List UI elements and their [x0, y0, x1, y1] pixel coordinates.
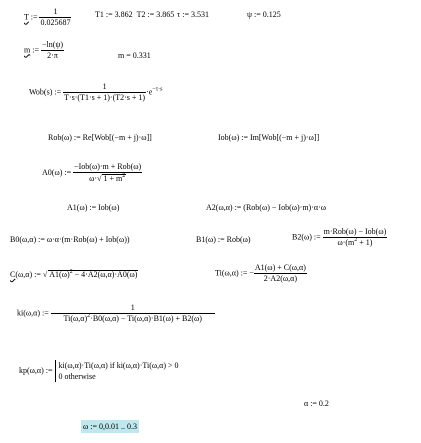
omega-range-highlight: ω := 0,0.01 .. 0.3: [83, 422, 137, 431]
frac-Wob: $\frac{1}{T\cdot s\cdot(T1\cdot s + 1)\cdot(T2\cdot s + 1)}$: [64, 82, 146, 102]
def-B2[interactable]: B2(ω) := $\frac{\text{m·Rob(ω) − Iob(ω)}}{\omega\cdot(m^2 + 1)}$: [292, 227, 387, 247]
def-T2[interactable]: T2 := 3.865: [136, 10, 175, 19]
def-A0[interactable]: A0(ω) := $\frac{\text{−Iob(ω)·m + Rob(ω)}}{\omega\cdot√ 1 + m^2}$: [42, 162, 142, 183]
frac-ki: $\frac{1}{Ti(\omega,\alpha)^2\cdot B0(\omega,\alpha) - Ti(\omega,\alpha)\cdot B1(\omega) + B2(\omega)}$: [51, 304, 215, 323]
frac-A0: $\frac{\text{−Iob(ω)·m + Rob(ω)}}{\omega\cdot√ 1 + m^2}$: [74, 162, 142, 183]
frac-m: $\frac{-\ln(\psi)}{2\cdot\pi}$: [41, 40, 64, 60]
def-Wob[interactable]: Wob(s) := $\frac{1}{T\cdot s\cdot(T1\cdot s + 1)\cdot(T2\cdot s + 1)}$ $\cdot e^{-\tau\cdot s}$: [29, 82, 163, 102]
def-kp[interactable]: kp(ω,α) := ki(ω,α)·Ti(ω,α) if ki(ω,α)·Ti(ω,α) > 0 0 otherwise: [19, 361, 179, 381]
result-m: m = 0.331: [118, 51, 151, 60]
def-A1[interactable]: A1(ω) := Iob(ω): [67, 203, 120, 212]
def-tau[interactable]: τ := 3.531: [177, 10, 209, 19]
var-C: C: [10, 270, 16, 279]
def-Rob[interactable]: Rob(ω) := Re[Wob[(−m + j)·ω]]: [48, 133, 152, 142]
frac-B2: $\frac{\text{m·Rob(ω) − Iob(ω)}}{\omega\cdot(m^2 + 1)}$: [323, 227, 387, 247]
var-T: T: [24, 12, 29, 22]
frac-T: $\frac{1}{0.025687}$: [40, 7, 71, 27]
def-A2[interactable]: A2(ω,α) := (Rob(ω) − Iob(ω)·m)·α·ω: [206, 203, 326, 212]
def-C[interactable]: C(ω,α) := √ $A1(\omega)^2 - 4\cdot A2(\omega,\alpha)\cdot A0(\omega)$: [10, 269, 138, 279]
def-Iob[interactable]: Iob(ω) := Im[Wob[(−m + j)·ω]]: [218, 133, 320, 142]
def-B1[interactable]: B1(ω) := Rob(ω): [196, 235, 251, 244]
def-m[interactable]: m := $\frac{-\ln(\psi)}{2\cdot\pi}$: [24, 40, 64, 60]
def-T[interactable]: T := $\frac{1}{0.025687}$: [24, 7, 71, 27]
sqrt-C: $A1(\omega)^2 - 4\cdot A2(\omega,\alpha)\cdot A0(\omega)$: [49, 269, 138, 279]
def-T1[interactable]: T1 := 3.862 T2 := 3.865: [95, 10, 175, 19]
def-omega-range[interactable]: [81, 423, 139, 431]
def-alpha[interactable]: α := 0.2: [304, 399, 329, 408]
var-m: m: [24, 45, 31, 55]
frac-Ti: $\frac{A1(\omega) + C(\omega,\alpha)}{2\cdot A2(\omega,\alpha)}$: [254, 263, 306, 283]
def-ki[interactable]: ki(ω,α) := $\frac{1}{Ti(\omega,\alpha)^2\cdot B0(\omega,\alpha) - Ti(\omega,\alpha)\cdot B1(\omega) + B2(\omega)}$: [17, 304, 215, 323]
cases-kp: ki(ω,α)·Ti(ω,α) if ki(ω,α)·Ti(ω,α) > 0 0 otherwise: [55, 360, 179, 382]
def-psi[interactable]: ψ := 0.125: [247, 10, 281, 19]
def-Ti[interactable]: Ti(ω,α) := − $\frac{A1(\omega) + C(\omega,\alpha)}{2\cdot A2(\omega,\alpha)}$: [215, 263, 306, 283]
def-B0[interactable]: B0(ω,α) := ω·α·(m·Rob(ω) + Iob(ω)): [10, 235, 130, 244]
